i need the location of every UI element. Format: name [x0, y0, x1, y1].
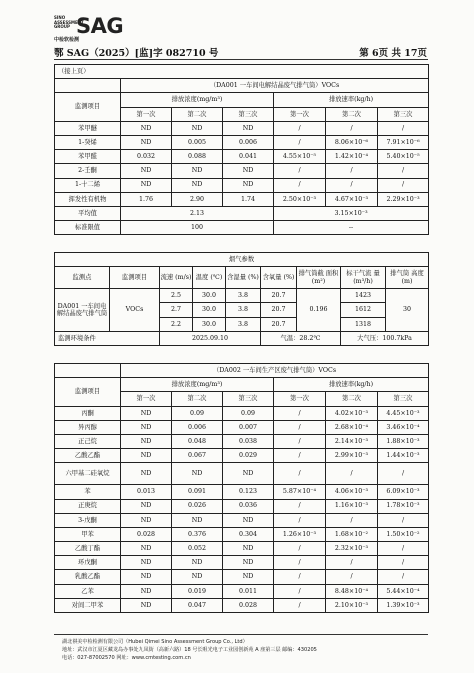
rate-value: 2.14×10⁻³ [326, 434, 378, 448]
rate-value: 8.06×10⁻⁶ [326, 135, 378, 149]
conc-value: 0.036 [223, 499, 274, 513]
conc-value: ND [172, 463, 223, 485]
item-header: 监测项目 [55, 378, 121, 406]
conc-value: ND [121, 513, 172, 527]
table-row [55, 542, 429, 556]
rate-value: / [274, 499, 326, 513]
col-header: 标干气流 量(m³/h) [341, 267, 386, 289]
avg-rate: 3.15×10⁻³ [274, 206, 429, 220]
item-name: 对间二甲苯 [55, 598, 121, 612]
rate-value: 1.44×10⁻³ [378, 449, 429, 463]
conc-value: ND [121, 164, 172, 178]
table-row [55, 584, 429, 598]
run-header: 第三次 [223, 107, 274, 121]
conc-value: 0.026 [172, 499, 223, 513]
table-row [55, 556, 429, 570]
item-name: 苯甲醚 [55, 121, 121, 135]
conc-value: ND [121, 178, 172, 192]
avg-label: 平均值 [55, 206, 121, 220]
table-row [55, 164, 429, 178]
limit-rate: -- [274, 221, 429, 235]
run-header: 第三次 [378, 107, 429, 121]
rate-value: / [274, 542, 326, 556]
conc-value: 0.028 [223, 598, 274, 612]
rate-value: / [378, 178, 429, 192]
stack-area: 0.196 [297, 289, 341, 332]
rate-value: / [378, 556, 429, 570]
conc-value: 0.048 [172, 434, 223, 448]
rate-value: 2.10×10⁻³ [326, 598, 378, 612]
page-number: 第 6页 共 17页 [359, 48, 427, 59]
conc-value: 0.028 [121, 527, 172, 541]
std-flow: 1318 [341, 317, 386, 331]
table-row [55, 527, 429, 541]
moisture: 3.8 [226, 289, 261, 303]
conc-value: 0.005 [172, 135, 223, 149]
flow-rate: 2.2 [160, 317, 193, 331]
rate-value: 2.29×10⁻³ [378, 192, 429, 206]
col-header: 含湿量 (%) [226, 267, 261, 289]
rate-value: / [274, 584, 326, 598]
rate-value: 3.46×10⁻⁴ [378, 420, 429, 434]
rate-value: / [274, 570, 326, 584]
da002-voc-table [54, 363, 429, 613]
conc-value: ND [223, 178, 274, 192]
item-name: 正庚烷 [55, 499, 121, 513]
table-row [55, 150, 429, 164]
rate-value: / [326, 570, 378, 584]
item-name: 甲苯 [55, 527, 121, 541]
rate-value: 1.26×10⁻³ [274, 527, 326, 541]
rate-value: / [274, 434, 326, 448]
rate-value: 5.44×10⁻⁴ [378, 584, 429, 598]
conc-value: ND [223, 542, 274, 556]
conc-value: 0.067 [172, 449, 223, 463]
item-name: 异丙醇 [55, 420, 121, 434]
item-name: 乙酸丁酯 [55, 542, 121, 556]
rate-value: 5.87×10⁻⁴ [274, 485, 326, 499]
conc-value: ND [121, 406, 172, 420]
footer-contact: 电话：027-87002570 网址：www.cmtesting.com.cn [62, 655, 191, 661]
rate-value: / [274, 463, 326, 485]
rate-header: 排放速率(kg/h) [274, 378, 429, 392]
run-header: 第一次 [121, 107, 172, 121]
conc-value: ND [223, 513, 274, 527]
rate-value: / [378, 570, 429, 584]
col-header: 排气筒 高度(m) [386, 267, 429, 289]
conc-value: 0.006 [223, 135, 274, 149]
conc-value: ND [172, 178, 223, 192]
rate-value: 4.06×10⁻³ [326, 485, 378, 499]
conc-value: 0.029 [223, 449, 274, 463]
conc-value: ND [121, 570, 172, 584]
rate-value: 1.16×10⁻³ [326, 499, 378, 513]
col-header: 流速 (m/s) [160, 267, 193, 289]
conc-value: ND [172, 164, 223, 178]
table-row [55, 192, 429, 206]
rate-value: / [274, 556, 326, 570]
conc-value: ND [172, 513, 223, 527]
rate-value: / [274, 135, 326, 149]
rate-value: 1.39×10⁻³ [378, 598, 429, 612]
rate-value: 4.45×10⁻³ [378, 406, 429, 420]
conc-value: 0.006 [172, 420, 223, 434]
rate-value: / [274, 420, 326, 434]
env-temp: 气温：28.2℃ [261, 331, 341, 345]
footer-address: 地址：武汉市江夏区藏龙岛办事处九凤街（高新六路）18 号长咀光电子工业园创新苑 A 座第三层 邮编：430205 [62, 647, 317, 653]
item-name: 丙酮 [55, 406, 121, 420]
conc-value: ND [223, 463, 274, 485]
rate-value: / [274, 121, 326, 135]
conc-value: 0.032 [121, 150, 172, 164]
flow-rate: 2.5 [160, 289, 193, 303]
table-row [55, 463, 429, 485]
rate-value: / [378, 542, 429, 556]
conc-value: 0.088 [172, 150, 223, 164]
run-header: 第一次 [274, 107, 326, 121]
temperature: 30.0 [193, 289, 226, 303]
col-header: 含氧量 (%) [261, 267, 297, 289]
item-name: 苯 [55, 485, 121, 499]
table-row [55, 598, 429, 612]
rate-value: / [274, 178, 326, 192]
table-row [55, 434, 429, 448]
conc-value: ND [172, 570, 223, 584]
conc-value: ND [172, 121, 223, 135]
footer-company: 湖北祺美中检检测有限公司（Hubei Qimei Sino Assessment Group Co., Ltd） [62, 639, 248, 645]
conc-value: ND [121, 463, 172, 485]
conc-value: 0.052 [172, 542, 223, 556]
flue-gas-params-table [54, 252, 429, 346]
rate-value: / [326, 513, 378, 527]
item-name: 六甲基二硅氧烷 [55, 463, 121, 485]
run-header: 第二次 [326, 392, 378, 406]
moisture: 3.8 [226, 317, 261, 331]
conc-value: 0.019 [172, 584, 223, 598]
rate-header: 排放速率(kg/h) [274, 93, 429, 107]
run-header: 第二次 [326, 107, 378, 121]
conc-value: 0.09 [223, 406, 274, 420]
rate-value: 2.99×10⁻³ [326, 449, 378, 463]
rate-value: / [378, 513, 429, 527]
rate-value: / [326, 463, 378, 485]
rate-value: 1.42×10⁻⁴ [326, 150, 378, 164]
table-title: （DA002 一车间生产区废气排气筒）VOCs [121, 364, 429, 378]
table-row [55, 135, 429, 149]
rate-value: / [378, 121, 429, 135]
conc-value: 0.047 [172, 598, 223, 612]
conc-value: ND [121, 499, 172, 513]
std-flow: 1612 [341, 303, 386, 317]
report-number: 鄂 SAG（2025）[监]字 082710 号 [54, 48, 219, 59]
conc-value: ND [223, 164, 274, 178]
oxygen: 20.7 [261, 303, 297, 317]
conc-header: 排放浓度(mg/m³) [121, 378, 274, 392]
conc-header: 排放浓度(mg/m³) [121, 93, 274, 107]
table-row [55, 513, 429, 527]
table-row [55, 406, 429, 420]
run-header: 第二次 [172, 392, 223, 406]
item-name: 挥发性有机物 [55, 192, 121, 206]
item-name: 乙酸乙酯 [55, 449, 121, 463]
conc-value: 0.007 [223, 420, 274, 434]
table-row [55, 449, 429, 463]
conc-value: ND [121, 542, 172, 556]
temperature: 30.0 [193, 303, 226, 317]
table-row [55, 499, 429, 513]
logo-small-text: SINO ASSESSMENT GROUP [54, 15, 84, 29]
header-divider [54, 59, 428, 60]
rate-value: 7.91×10⁻⁶ [378, 135, 429, 149]
col-header: 温度 (℃) [193, 267, 226, 289]
conc-value: 1.74 [223, 192, 274, 206]
continued-note: （接上页） [55, 65, 429, 79]
conc-value: ND [121, 434, 172, 448]
item-name: 苯甲醛 [55, 150, 121, 164]
item-name: 1-十二烯 [55, 178, 121, 192]
rate-value: / [378, 463, 429, 485]
company-logo [54, 16, 124, 48]
rate-value: 2.32×10⁻³ [326, 542, 378, 556]
monitor-point: DA001 一车间电解结晶废气排气筒 [55, 289, 110, 332]
rate-value: / [274, 449, 326, 463]
oxygen: 20.7 [261, 289, 297, 303]
rate-value: 4.55×10⁻⁵ [274, 150, 326, 164]
conc-value: ND [223, 556, 274, 570]
conc-value: 0.123 [223, 485, 274, 499]
moisture: 3.8 [226, 303, 261, 317]
rate-value: / [378, 164, 429, 178]
table-row [55, 485, 429, 499]
env-date: 2025.09.10 [160, 331, 261, 345]
conc-value: 0.013 [121, 485, 172, 499]
std-flow: 1423 [341, 289, 386, 303]
table-row [55, 420, 429, 434]
rate-value: / [274, 598, 326, 612]
table-body [55, 121, 429, 206]
col-header: 监测项目 [110, 267, 160, 289]
conc-value: 1.76 [121, 192, 172, 206]
run-header: 第三次 [378, 392, 429, 406]
conc-value: 0.011 [223, 584, 274, 598]
rate-value: 4.67×10⁻³ [326, 192, 378, 206]
rate-value: / [274, 406, 326, 420]
conc-value: 0.091 [172, 485, 223, 499]
run-header: 第一次 [274, 392, 326, 406]
run-header: 第一次 [121, 392, 172, 406]
conc-value: 2.90 [172, 192, 223, 206]
rate-value: 2.68×10⁻⁴ [326, 420, 378, 434]
conc-value: ND [121, 135, 172, 149]
conc-value: ND [121, 556, 172, 570]
oxygen: 20.7 [261, 317, 297, 331]
conc-value: ND [121, 584, 172, 598]
conc-value: 0.09 [172, 406, 223, 420]
rate-value: 5.40×10⁻⁵ [378, 150, 429, 164]
da001-voc-table [54, 64, 429, 235]
table-body [55, 406, 429, 612]
rate-value: 8.48×10⁻⁴ [326, 584, 378, 598]
rate-value: 2.50×10⁻³ [274, 192, 326, 206]
conc-value: ND [172, 556, 223, 570]
run-header: 第三次 [223, 392, 274, 406]
rate-value: 4.02×10⁻³ [326, 406, 378, 420]
item-name: 正己烷 [55, 434, 121, 448]
rate-value: / [326, 121, 378, 135]
item-name: 乳酸乙酯 [55, 570, 121, 584]
rate-value: / [326, 164, 378, 178]
table-row [55, 570, 429, 584]
table-row [55, 121, 429, 135]
conc-value: 0.304 [223, 527, 274, 541]
rate-value: / [326, 178, 378, 192]
conc-value: ND [121, 420, 172, 434]
avg-conc: 2.13 [121, 206, 274, 220]
item-name: 3-戊酮 [55, 513, 121, 527]
env-pressure: 大气压：100.7kPa [341, 331, 429, 345]
logo-cn-text: 中检软检测 [54, 37, 80, 43]
rate-value: 1.50×10⁻² [378, 527, 429, 541]
conc-value: ND [121, 121, 172, 135]
rate-value: 1.78×10⁻³ [378, 499, 429, 513]
item-name: 2-壬酮 [55, 164, 121, 178]
col-header: 排气筒截 面积(m²) [297, 267, 341, 289]
flow-rate: 2.7 [160, 303, 193, 317]
rate-value: 1.68×10⁻² [326, 527, 378, 541]
temperature: 30.0 [193, 317, 226, 331]
limit-conc: 100 [121, 221, 274, 235]
monitor-item: VOCs [110, 289, 160, 332]
env-label: 监测环境条件 [55, 331, 160, 345]
conc-value: ND [121, 449, 172, 463]
table-title: 烟气参数 [55, 253, 429, 267]
rate-value: 1.88×10⁻³ [378, 434, 429, 448]
table-title: （DA001 一车间电解结晶废气排气筒）VOCs [121, 79, 429, 93]
conc-value: ND [121, 598, 172, 612]
item-name: 乙苯 [55, 584, 121, 598]
conc-value: 0.041 [223, 150, 274, 164]
conc-value: 0.038 [223, 434, 274, 448]
conc-value: ND [223, 570, 274, 584]
item-name: 环戊酮 [55, 556, 121, 570]
limit-label: 标准限值 [55, 221, 121, 235]
stack-height: 30 [386, 289, 429, 332]
table-row [55, 178, 429, 192]
item-name: 1-癸烯 [55, 135, 121, 149]
rate-value: 6.09×10⁻³ [378, 485, 429, 499]
rate-value: / [274, 513, 326, 527]
logo-mark: SAG [76, 14, 124, 38]
rate-value: / [274, 164, 326, 178]
item-header: 监测项目 [55, 93, 121, 121]
conc-value: 0.376 [172, 527, 223, 541]
col-header: 监测点 [55, 267, 110, 289]
conc-value: ND [223, 121, 274, 135]
run-header: 第二次 [172, 107, 223, 121]
rate-value: / [326, 556, 378, 570]
footer-divider [54, 634, 428, 635]
